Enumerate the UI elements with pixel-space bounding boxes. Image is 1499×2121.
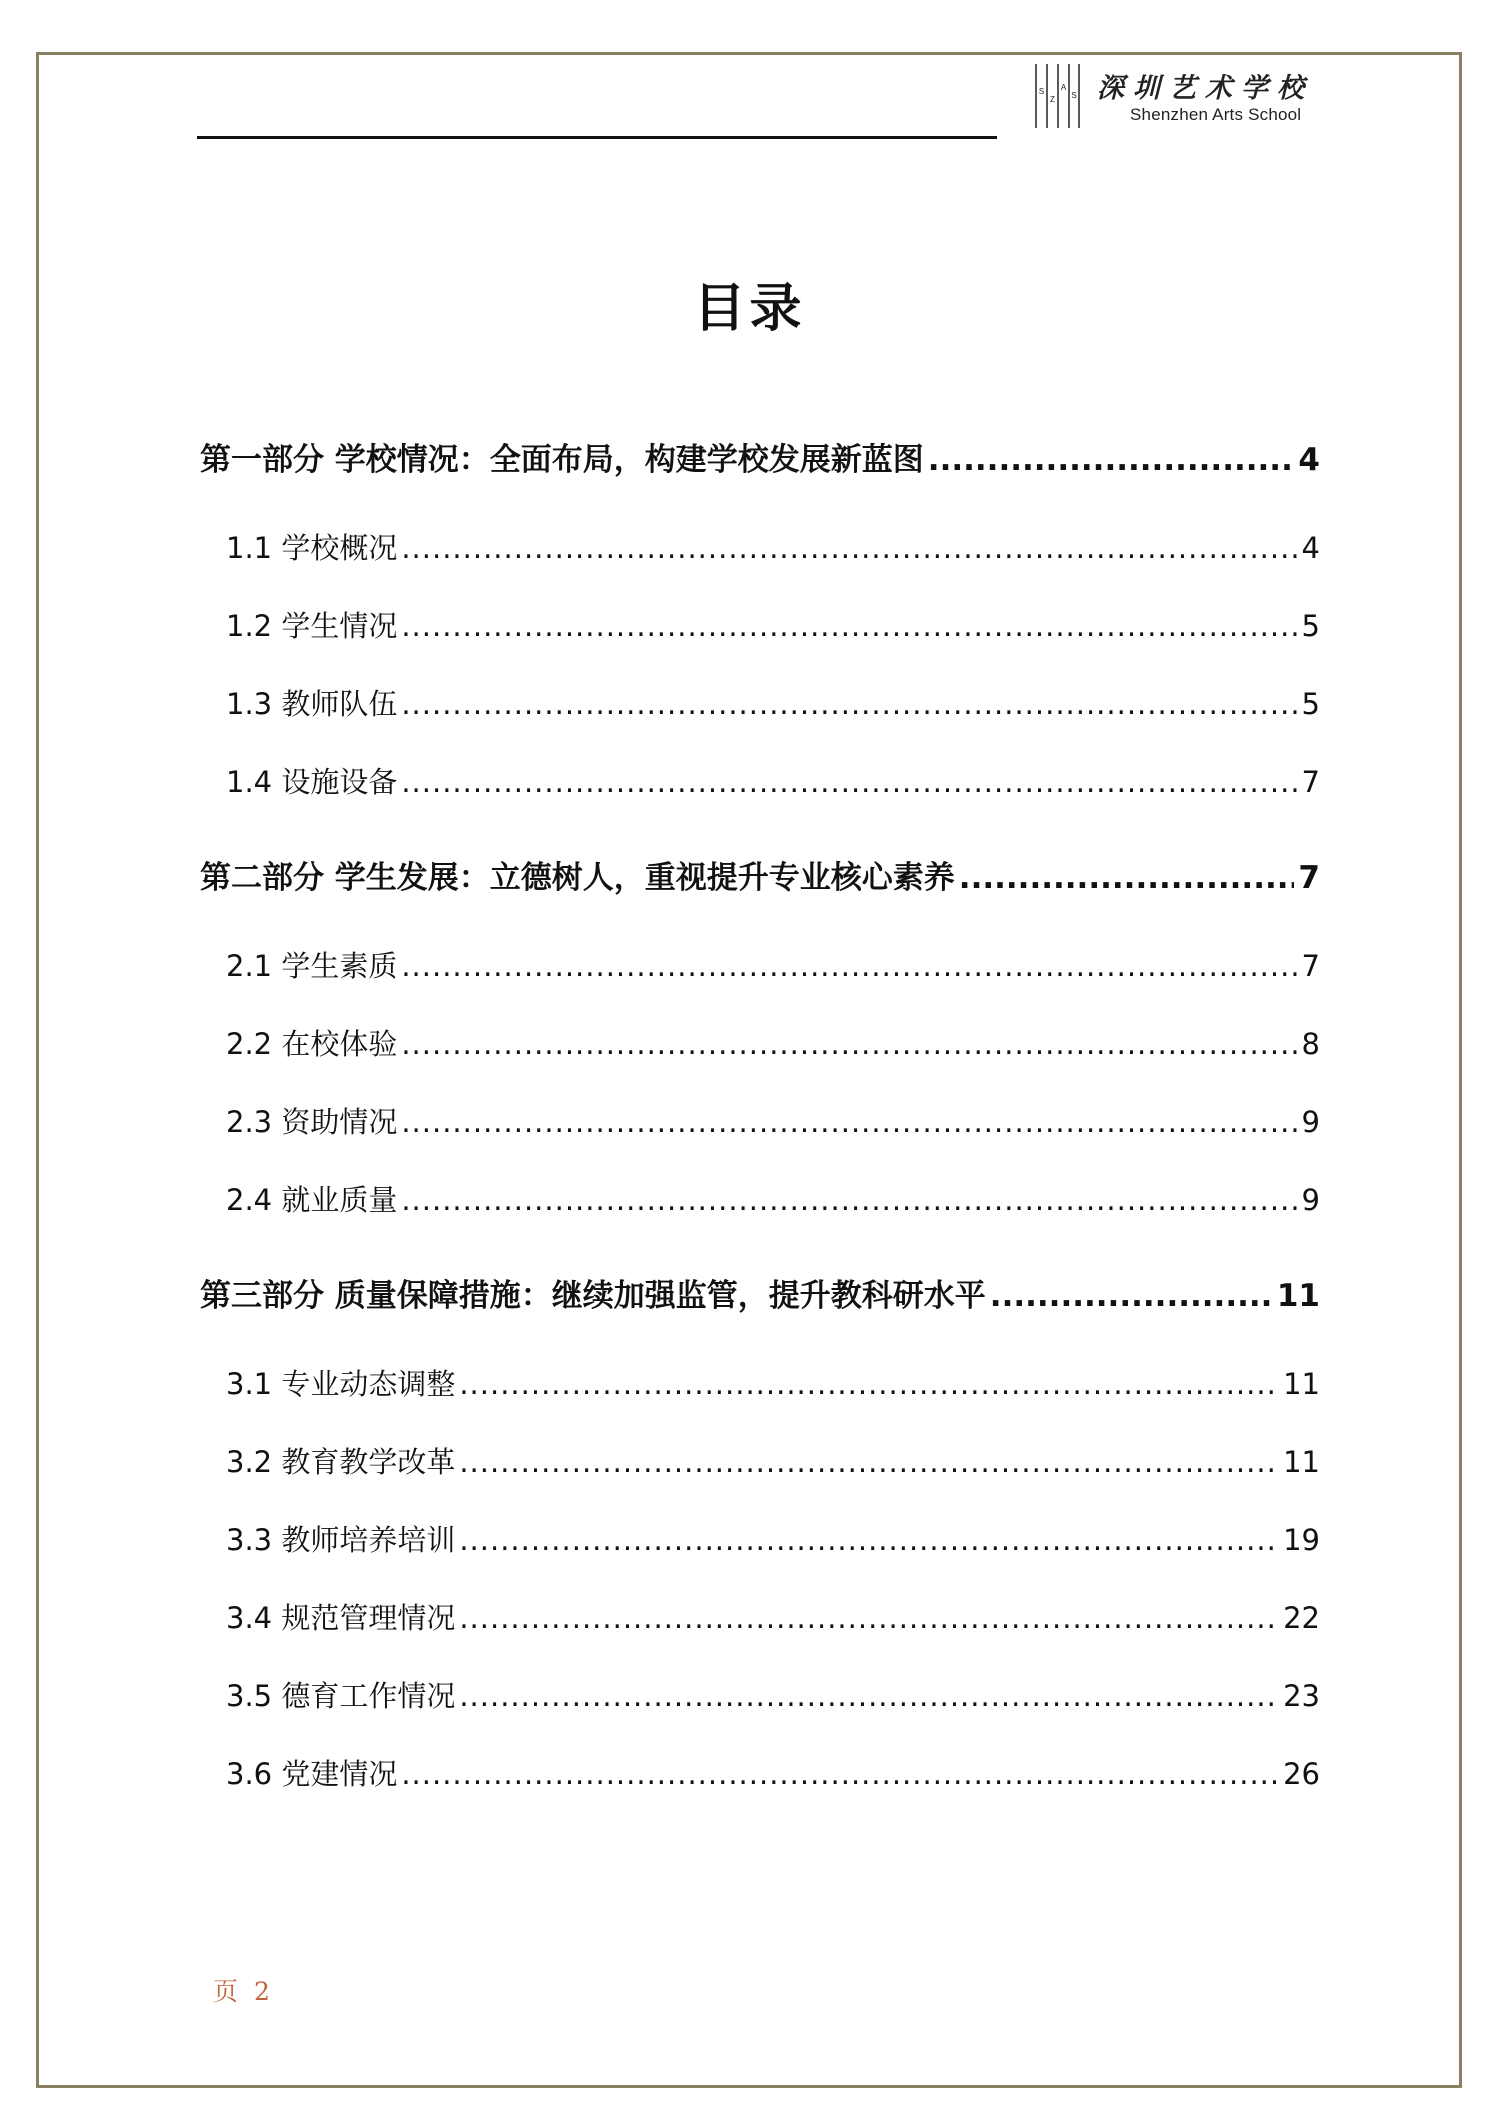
toc-dot-leader [959, 860, 1295, 896]
toc-dot-leader [401, 1757, 1279, 1791]
toc-dot-leader [459, 1523, 1279, 1557]
toc-entry-label: 2.3 资助情况 [226, 1105, 398, 1139]
logo-mark-letter: A [1060, 83, 1067, 92]
toc-entry-page: 5 [1301, 687, 1320, 721]
toc-dot-leader [401, 1027, 1297, 1061]
toc-entry-page: 4 [1298, 442, 1320, 478]
toc-section-entry[interactable] [226, 1022, 1320, 1063]
page-title: 目录 [693, 279, 806, 339]
toc-entry-label: 第一部分 学校情况：全面布局，构建学校发展新蓝图 [200, 442, 924, 478]
toc-section-entry[interactable] [226, 682, 1320, 723]
toc-section-entry[interactable] [226, 1178, 1320, 1219]
toc-entry-page: 9 [1301, 1183, 1320, 1217]
toc-part-entry[interactable] [200, 434, 1320, 479]
toc-section-entry[interactable] [226, 1362, 1320, 1403]
toc-dot-leader [401, 1105, 1297, 1139]
toc-entry-label: 3.5 德育工作情况 [226, 1679, 456, 1713]
toc-entry-page: 11 [1283, 1367, 1320, 1401]
toc-dot-leader [990, 1278, 1273, 1314]
toc-entry-page: 5 [1301, 609, 1320, 643]
page-number: 页 2 [213, 1977, 274, 2006]
toc-entry-page: 9 [1301, 1105, 1320, 1139]
toc-part-entry[interactable] [200, 1270, 1320, 1315]
toc-dot-leader [401, 949, 1297, 983]
toc-entry-page: 7 [1298, 860, 1320, 896]
logo-mark-letter: Z [1050, 95, 1055, 104]
toc-part-entry[interactable] [200, 852, 1320, 897]
logo-mark-letter: S [1071, 91, 1077, 100]
school-name-en: Shenzhen Arts School [1130, 105, 1302, 124]
toc-dot-leader [459, 1367, 1279, 1401]
toc-dot-leader [401, 687, 1297, 721]
school-logo-mark [1033, 60, 1081, 132]
toc-entry-label: 3.3 教师培养培训 [226, 1523, 456, 1557]
toc-dot-leader [459, 1679, 1279, 1713]
school-logo [1033, 60, 1333, 132]
toc-entry-label: 3.6 党建情况 [226, 1757, 398, 1791]
toc-section-entry[interactable] [226, 526, 1320, 567]
toc-section-entry[interactable] [226, 944, 1320, 985]
toc-entry-label: 1.1 学校概况 [226, 531, 398, 565]
toc-section-entry[interactable] [226, 1440, 1320, 1481]
toc-entry-label: 3.1 专业动态调整 [226, 1367, 456, 1401]
toc-entry-page: 7 [1301, 765, 1320, 799]
toc-entry-page: 11 [1276, 1278, 1320, 1314]
toc-dot-leader [459, 1601, 1279, 1635]
header-rule [197, 136, 997, 139]
toc-section-entry[interactable] [226, 1752, 1320, 1793]
toc-section-entry[interactable] [226, 760, 1320, 801]
toc-entry-label: 第二部分 学生发展：立德树人，重视提升专业核心素养 [200, 860, 955, 896]
logo-mark-letter: S [1038, 87, 1045, 96]
toc-dot-leader [401, 765, 1297, 799]
toc-section-entry[interactable] [226, 1596, 1320, 1637]
toc-entry-page: 11 [1283, 1445, 1320, 1479]
toc-entry-page: 7 [1301, 949, 1320, 983]
toc-dot-leader [401, 1183, 1297, 1217]
toc-entry-label: 1.2 学生情况 [226, 609, 398, 643]
toc-dot-leader [401, 531, 1297, 565]
toc-section-entry[interactable] [226, 1518, 1320, 1559]
toc-entry-label: 3.2 教育教学改革 [226, 1445, 456, 1479]
toc-section-entry[interactable] [226, 604, 1320, 645]
toc-entry-label: 第三部分 质量保障措施：继续加强监管，提升教科研水平 [200, 1278, 986, 1314]
toc-entry-page: 22 [1283, 1601, 1320, 1635]
toc-entry-page: 26 [1283, 1757, 1320, 1791]
toc-entry-label: 2.2 在校体验 [226, 1027, 398, 1061]
toc-section-entry[interactable] [226, 1100, 1320, 1141]
toc-entry-label: 2.4 就业质量 [226, 1183, 398, 1217]
toc-entry-page: 19 [1283, 1523, 1320, 1557]
toc-dot-leader [459, 1445, 1279, 1479]
toc-dot-leader [928, 442, 1295, 478]
toc-entry-page: 8 [1301, 1027, 1320, 1061]
toc-entry-label: 3.4 规范管理情况 [226, 1601, 456, 1635]
toc-entry-page: 4 [1301, 531, 1320, 565]
school-name-cn: 深圳艺术学校 [1097, 73, 1313, 104]
toc-entry-label: 2.1 学生素质 [226, 949, 398, 983]
toc-entry-label: 1.4 设施设备 [226, 765, 398, 799]
toc-entry-page: 23 [1283, 1679, 1320, 1713]
toc-dot-leader [401, 609, 1297, 643]
toc-entry-label: 1.3 教师队伍 [226, 687, 398, 721]
toc-section-entry[interactable] [226, 1674, 1320, 1715]
